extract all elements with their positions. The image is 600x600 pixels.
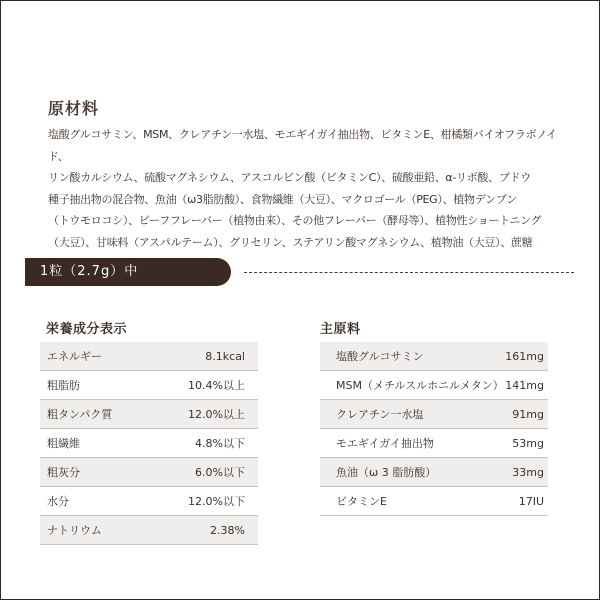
table-row (320, 487, 548, 516)
nutrient-name: 粗脂肪 (47, 379, 80, 392)
nutrient-value: 10.4%以上 (188, 379, 245, 392)
nutrition-table (40, 342, 258, 545)
nutrient-value: 4.8%以下 (195, 437, 245, 450)
ingredient-amount: 17IU (518, 495, 544, 508)
dashed-divider (244, 272, 574, 273)
table-row (320, 458, 548, 487)
nutrient-name: 粗繊維 (47, 437, 80, 450)
serving-band (25, 258, 231, 286)
table-row (320, 371, 548, 400)
nutrient-value: 6.0%以下 (195, 466, 245, 479)
table-row (320, 342, 548, 371)
ingredient-name: モエギイガイ抽出物 (336, 437, 434, 450)
nutrient-value: 12.0%以上 (188, 408, 245, 421)
ingredients-text: 塩酸グルコサミン、MSM、クレアチン一水塩、モエギイガイ抽出物、ビタミンE、柑橘類バイオフラボノイド、 リン酸カルシウム、硫酸マグネシウム、アスコルビン酸（ビタミンC）、硫酸亜鉛、α-リポ酸、ブドウ 種子抽出物の混合物、魚油（ω3脂肪酸）、食物繊維（大豆）、マクロゴール（PEG）、植物デンプン （トウモロコシ）、ビーフフレーバー（植物由来）、その他フレーバー（酵母等）、植物性ショートニング （大豆）、甘味料（アスパルテーム）、グリセリン、ステアリン酸マグネシウム、植物油（大豆）、蔗糖 (48, 128, 557, 249)
ingredient-name: ビタミンE (336, 495, 387, 508)
table-row (40, 400, 258, 429)
ingredient-name: クレアチン一水塩 (336, 408, 424, 421)
ingredient-amount: 161mg (505, 350, 544, 363)
serving-label: 1粒（2.7g）中 (40, 264, 139, 279)
main-ingredients-title: 主原料 (320, 322, 361, 337)
nutrient-name: 粗灰分 (47, 466, 80, 479)
ingredient-amount: 141mg (505, 379, 544, 392)
ingredient-amount: 91mg (512, 408, 544, 421)
table-row (320, 400, 548, 429)
ingredients-title: 原材料 (48, 99, 100, 118)
nutrition-title: 栄養成分表示 (46, 322, 128, 337)
table-row (40, 516, 258, 545)
table-row (40, 429, 258, 458)
nutrient-name: 粗タンパク質 (47, 408, 113, 421)
ingredient-name: 魚油（ω 3 脂肪酸） (336, 466, 437, 479)
ingredient-name: 塩酸グルコサミン (336, 350, 424, 363)
nutrient-name: 水分 (47, 495, 69, 508)
nutrient-name: ナトリウム (47, 524, 102, 537)
nutrient-value: 2.38% (210, 524, 245, 537)
nutrient-value: 8.1kcal (205, 350, 245, 363)
ingredient-amount: 53mg (512, 437, 544, 450)
table-row (40, 458, 258, 487)
nutrient-name: エネルギー (47, 350, 102, 363)
table-row (320, 429, 548, 458)
ingredient-name: MSM（メチルスルホニルメタン） (336, 379, 504, 392)
ingredient-amount: 33mg (512, 466, 544, 479)
table-row (40, 487, 258, 516)
table-row (40, 342, 258, 371)
table-row (40, 371, 258, 400)
nutrient-value: 12.0%以下 (188, 495, 245, 508)
main-ingredients-table (320, 342, 548, 516)
